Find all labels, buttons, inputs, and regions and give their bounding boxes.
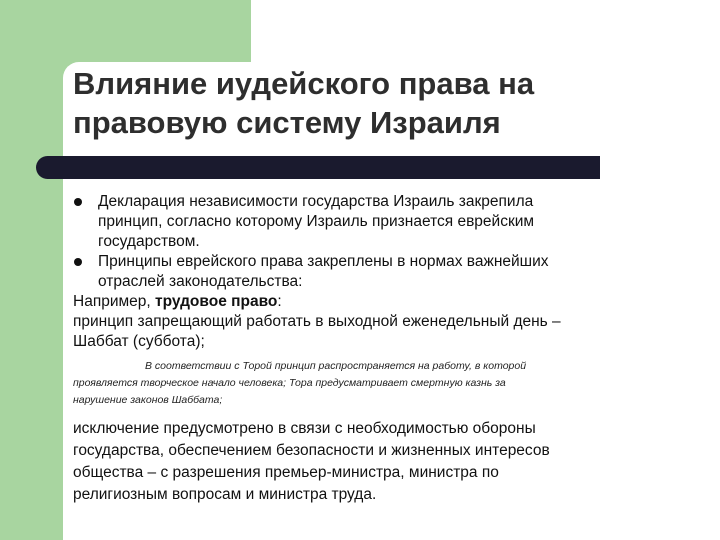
- bullet-item-1: Декларация независимости государства Израиль закрепила принцип, согласно которому Израиль признается еврейским государством.: [73, 192, 683, 252]
- example-line: Например, трудовое право:: [73, 293, 282, 310]
- title-line-1: Влияние иудейского права на: [73, 66, 535, 101]
- bullet-dot-icon: [74, 198, 82, 206]
- slide-content: [73, 192, 683, 506]
- exception-text: исключение предусмотрено в связи с необходимостью обороны государства, обеспечением безопасности и жизненных интересов общества – с разрешения премьер-министра, министра по религиозным вопросам и министра труда.: [73, 420, 550, 503]
- title-line-2: правовую систему Израиля: [73, 105, 501, 140]
- title-underline-bar: [36, 156, 600, 179]
- note-text: В соответствии с Торой принцип распространяется на работу, в которой проявляется творческое начало человека; Тора предусматривает смертную казнь за нарушение законов Шаббата;: [73, 360, 527, 406]
- slide-title: [73, 64, 693, 142]
- bullet-dot-icon: [74, 258, 82, 266]
- principle-text: принцип запрещающий работать в выходной еженедельный день – Шаббат (суббота);: [73, 313, 561, 350]
- example-bold-term: трудовое право: [155, 293, 278, 310]
- bullet-item-2: Принципы еврейского права закреплены в нормах важнейших отраслей законодательства:: [73, 252, 683, 292]
